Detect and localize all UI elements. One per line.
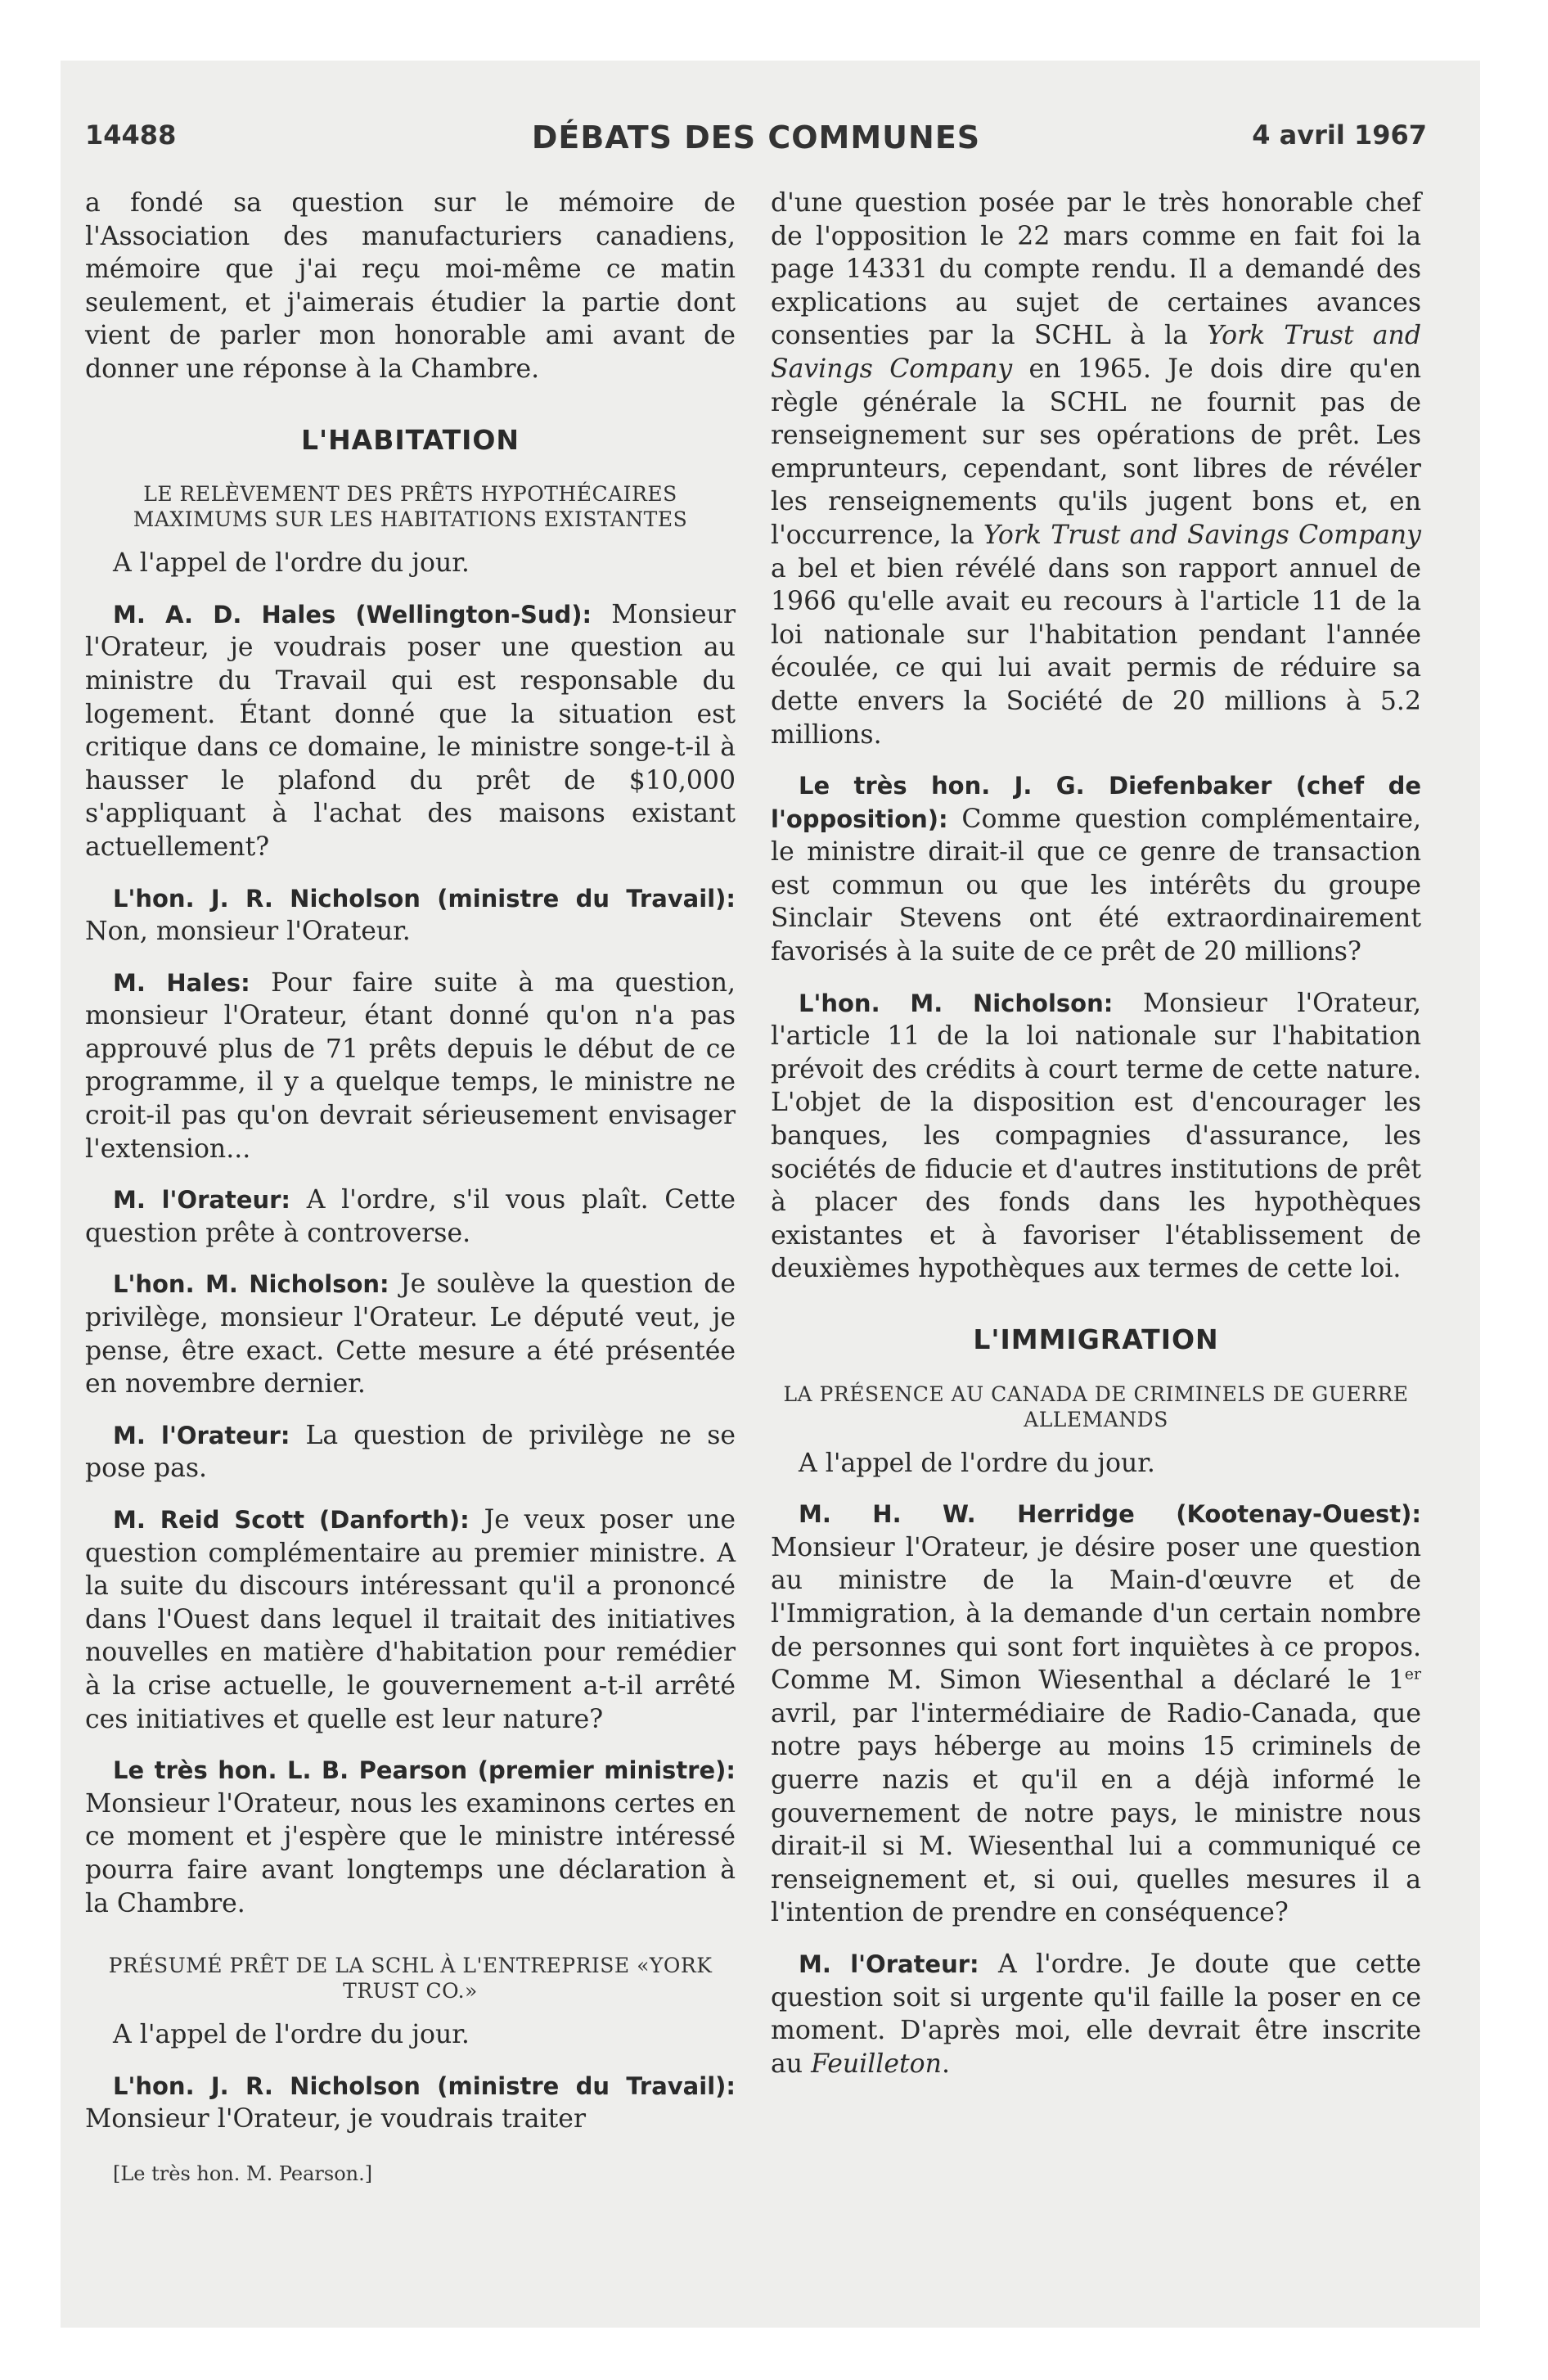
- subsection-heading: LE RELÈVEMENT DES PRÊTS HYPOTHÉCAIRES MAXIMUMS SUR LES HABITATIONS EXISTANTES: [133, 482, 688, 532]
- speech: [85, 1419, 736, 1485]
- speech-text: Monsieur l'Orateur, l'article 11 de la loi nationale sur l'habitation prévoit des crédits à court terme de cette nature. L'objet de la disposition est d'encourager les banques, les compagnies d'assurance, les sociétés de fiducie et d'autres institutions de prêt à placer des fonds dans les hypothèques existantes et à favoriser l'établissement de deuxièmes hypothèques aux termes de cette loi.: [771, 988, 1422, 1284]
- running-footer: [Le très hon. M. Pearson.]: [113, 2161, 373, 2185]
- speaker: L'hon. M. Nicholson:: [113, 1270, 389, 1299]
- superscript: er: [1404, 1665, 1421, 1684]
- speech: [85, 967, 736, 1166]
- section-heading: L'HABITATION: [300, 423, 520, 456]
- text-run: en 1965. Je dois dire qu'en règle générale la SCHL ne fournit pas de renseignement sur ses opérations de prêt. Les emprunteurs, cependant, sont libres de révéler les renseignements qu'ils jugent bons et, en l'occurrence, la: [771, 354, 1421, 550]
- speech-text: Comme question complémentaire, le ministre dirait-il que ce genre de transaction est commun ou que les intérêts du groupe Sinclair Stevens ont été extraordinairement favorisés à la suite de ce prêt de 20 millions?: [771, 804, 1421, 967]
- speaker: M. l'Orateur:: [113, 1186, 291, 1215]
- speech: [85, 1503, 736, 1736]
- speaker: M. Reid Scott (Danforth):: [113, 1506, 470, 1534]
- company-name: York Trust and Savings Company: [771, 321, 1422, 384]
- speech-text: Monsieur l'Orateur, nous les examinons certes en ce moment et j'espère que le ministre intéressé pourra faire avant longtemps une déclaration à la Chambre.: [85, 1788, 736, 1918]
- speech-text: Monsieur l'Orateur, je désire poser une question au ministre de la Main-d'œuvre et de l'Immigration, à la demande d'un certain nombre de personnes qui sont fort inquiètes à ce propos. Comme M. Simon Wiesenthal a déclaré le 1: [771, 1532, 1421, 1696]
- speech: [771, 987, 1421, 1286]
- speech: [85, 2070, 736, 2136]
- speech: [771, 1498, 1421, 1930]
- page-title: DÉBATS DES COMMUNES: [531, 119, 981, 156]
- speech: [85, 1183, 736, 1250]
- speech-text: A l'ordre, s'il vous plaît. Cette question prête à controverse.: [85, 1185, 736, 1248]
- left-column: [85, 187, 736, 2191]
- order-of-day: A l'appel de l'ordre du jour.: [113, 548, 470, 579]
- speaker: Le très hon. J. G. Diefenbaker (chef de l'opposition):: [771, 772, 1421, 833]
- paragraph: [771, 187, 1421, 751]
- company-name: York Trust and Savings Company: [983, 520, 1421, 550]
- speech-text: Je soulève la question de privilège, monsieur l'Orateur. Le député veut, je pense, être exact. Cette mesure a été présentée en novembre dernier.: [85, 1269, 736, 1400]
- section-heading: L'IMMIGRATION: [973, 1323, 1219, 1355]
- subsection-heading: PRÉSUMÉ PRÊT DE LA SCHL À L'ENTREPRISE «YORK TRUST CO.»: [108, 1954, 713, 2004]
- speaker: M. A. D. Hales (Wellington-Sud):: [113, 600, 592, 629]
- speech-text: A l'ordre. Je doute que cette question soit si urgente qu'il faille la poser en ce moment. D'après moi, elle devrait être inscrite au: [771, 1949, 1421, 2079]
- speaker: L'hon. J. R. Nicholson (ministre du Travail):: [113, 884, 736, 913]
- publication-name: Feuilleton: [811, 2049, 942, 2079]
- page-header: [85, 119, 1427, 169]
- speech-text: Monsieur l'Orateur, je voudrais traiter: [85, 2104, 587, 2134]
- speaker: L'hon. M. Nicholson:: [799, 989, 1114, 1017]
- paragraph: a fondé sa question sur le mémoire de l'Association des manufacturiers canadiens, mémoire que j'ai reçu moi-même ce matin seulement, et j'aimerais étudier la partie dont vient de parler mon honorable ami avant de donner une réponse à la Chambre.: [85, 188, 736, 384]
- speaker: M. l'Orateur:: [799, 1950, 979, 1978]
- speech-text: Monsieur l'Orateur, je voudrais poser une question au ministre du Travail qui est responsable du logement. Étant donné que la situation est critique dans ce domaine, le ministre songe-t-il à hausser le plafond du prêt de $10,000 s'appliquant à l'achat des maisons existant actuellement?: [85, 599, 736, 862]
- page-date: 4 avril 1967: [1252, 119, 1427, 151]
- speaker: L'hon. J. R. Nicholson (ministre du Travail):: [113, 2071, 736, 2100]
- speech: [85, 882, 736, 949]
- right-column: [771, 187, 1421, 2098]
- speaker: Le très hon. L. B. Pearson (premier ministre):: [113, 1756, 736, 1785]
- speech-text: Je veux poser une question complémentaire au premier ministre. A la suite du discours intéressant qu'il a prononcé dans l'Ouest dans lequel il traitait des initiatives nouvelles en matière d'habitation pour remédier à la crise actuelle, le gouvernement a-t-il arrêté ces initiatives et quelle est leur nature?: [85, 1505, 736, 1734]
- text-run: a bel et bien révélé dans son rapport annuel de 1966 qu'elle avait eu recours à l'article 11 de la loi nationale sur l'habitation pendant l'année écoulée, ce qui lui avait permis de réduire sa dette envers la Société de 20 millions à 5.2 millions.: [771, 553, 1421, 750]
- speaker: M. l'Orateur:: [113, 1421, 290, 1449]
- subsection-heading: LA PRÉSENCE AU CANADA DE CRIMINELS DE GUERRE ALLEMANDS: [783, 1382, 1409, 1431]
- speaker: M. H. W. Herridge (Kootenay-Ouest):: [799, 1500, 1421, 1529]
- speech-text: avril, par l'intermédiaire de Radio-Canada, que notre pays héberge au moins 15 criminels de guerre nazis et qu'il en a déjà informé le gouvernement de notre pays, le ministre nous dirait-il si M. Wiesenthal lui a communiqué ce renseignement et, si oui, quelles mesures il a l'intention de prendre en conséquence?: [771, 1698, 1421, 1928]
- speech-text: Non, monsieur l'Orateur.: [85, 917, 411, 947]
- text-run: d'une question posée par le très honorable chef de l'opposition le 22 mars comme en fait foi la page 14331 du compte rendu. Il a demandé des explications au sujet de certaines avances consenties par la SCHL à la: [771, 188, 1421, 351]
- speech: [85, 1268, 736, 1400]
- page-number: 14488: [85, 119, 177, 151]
- speech: [85, 1754, 736, 1920]
- speech-text: .: [941, 2049, 950, 2079]
- speech: [85, 598, 736, 864]
- speaker: M. Hales:: [113, 968, 250, 997]
- speech: [771, 1948, 1421, 2080]
- order-of-day: A l'appel de l'ordre du jour.: [799, 1448, 1155, 1478]
- speech: [771, 769, 1421, 969]
- speech-text: La question de privilège ne se pose pas.: [85, 1420, 736, 1484]
- order-of-day: A l'appel de l'ordre du jour.: [113, 2020, 470, 2050]
- speech-text: Pour faire suite à ma question, monsieur l'Orateur, étant donné qu'on n'a pas approuvé plus de 71 prêts depuis le début de ce programme, il y a quelque temps, le ministre ne croit-il pas qu'on devrait sérieusement envisager l'extension...: [85, 967, 736, 1164]
